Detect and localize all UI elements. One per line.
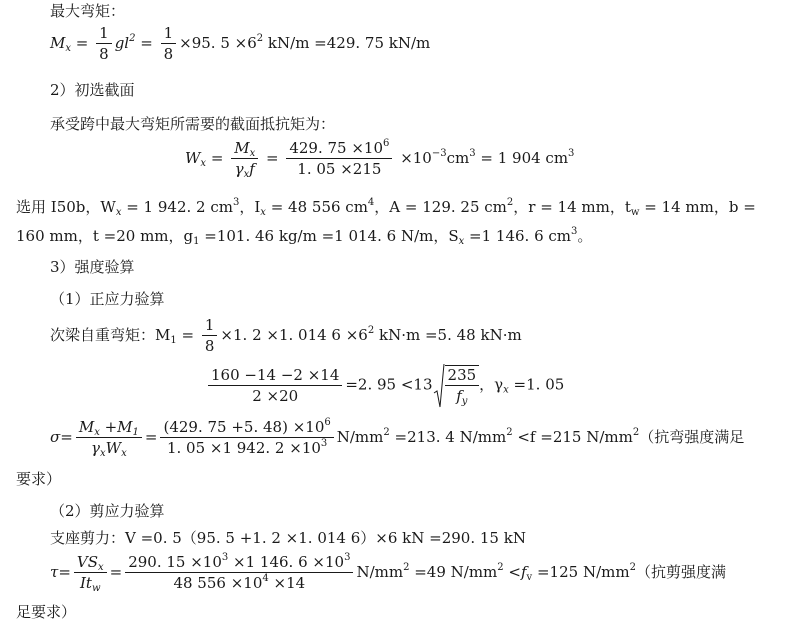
fraction-shear-values: $\frac{290. 15 \times 10^3 \times 1 146. 6 \times 10^3}{48 556 \times 10^4 \times 14}$ [125,553,353,593]
heading-section-selection: 2）初选截面 [50,81,135,99]
equals: = [75,34,89,52]
formula-width-thickness: $\frac{160 -14 -2 \times 14}{2 \times 20}$ =2. 95 <13 $\frac{235}{f_y}$ ，$\gamma_x =1$. 05 [205,365,564,406]
heading-normal-stress: （1）正应力验算 [50,290,165,308]
heading-strength-check: 3）强度验算 [50,258,135,276]
text-selected-section: 选用 I50b，$W_x = 1$ 942. 2 $cm^3$，$I_x = 48$ 556 $cm^4$，A = 129. 25 $cm^2$，r = 14 mm，$t_w = 14$ mm，b = [16,197,756,218]
formula-normal-stress: σ= $\frac{M_x +M_1}{\gamma_xW_x}$ = $\frac{(429. 75 +5. 48) \times 10^6}{1. 05 \times 1 942. 2 \times 10^3}$ $N/mm^2 =213$. 4 $N/mm^2 <f =215$ $N/mm^2$（抗弯强度满足 [50,417,745,459]
fraction-modulus-values: $\frac{429. 75 \times 10^6}{1. 05 \times 215}$ [286,139,392,179]
formula-self-weight-moment: 次梁自重弯矩：$M_1$ = $\frac{1}{8}$ ×1. 2 ×1. 014 $6 \times 6^2$ kN·m =5. 48 kN·m [50,316,522,355]
formula-section-modulus [185,139,574,179]
equals: = [140,34,153,52]
unit-conversion: $\times 10^{-3}cm^3$ [400,148,476,167]
symbol-gl: $gl^2$ [114,33,136,52]
heading-shear-stress: （2）剪应力验算 [50,502,165,520]
formula-support-shear: 支座剪力：V =0. 5（95. 5 +1. 2 ×1. 014 6）×6 kN =290. 15 kN [50,529,526,547]
equals: = [210,149,224,167]
text-requirement-met-2: 足要求） [16,603,77,621]
fraction-one-eighth: $\frac{1}{8}$ [161,24,177,64]
formula-max-moment [50,24,430,64]
fraction-stress-values: $\frac{(429. 75 +5. 48) \times 10^6}{1. 05 \times 1 942. 2 \times 10^3}$ [160,418,333,458]
equals: = [265,149,279,167]
modulus-result: = 1 904 $cm^3$ [480,148,575,167]
fraction-moment-over-wx: $\frac{M_x +M_1}{\gamma_xW_x}$ [76,418,142,458]
formula-shear-stress: τ= $\frac{VS_x}{It_w}$ = $\frac{290. 15 \times 10^3 \times 1 146. 6 \times 10^3}{48 556 \times 10^4 \times 14}$ $N/mm^2 =49$ $N/mm^2 <f_v =125$ $N/mm^2$（抗剪强度满 [50,552,726,594]
symbol-mx: $M_x$ [50,34,71,54]
text-requirement-met: 要求） [16,470,62,488]
fraction-one-eighth: $\frac{1}{8}$ [96,24,112,64]
fraction-one-eighth: $\frac{1}{8}$ [202,316,218,356]
fraction-flange-ratio: $\frac{160 -14 -2 \times 14}{2 \times 20}$ [208,366,342,406]
sqrt-235-fy: $\frac{235}{f_y}$ [433,365,480,406]
symbol-wx: $W_x$ [185,149,207,169]
fraction-mx-over-gamma-f: $\frac{M_x}{\gamma_xf}$ [231,139,258,179]
moment-value: ×95. $5 \times 6^2$ kN/m =429. 75 kN/m [179,33,431,52]
text-section-properties: 160 mm，t =20 mm，$g_1 =101$. 46 kg/m =1 014. 6 N/m，$S_x =1$ 146. 6 $cm^3$。 [16,226,593,247]
text-required-modulus: 承受跨中最大弯矩所需要的截面抵抗矩为： [50,115,336,133]
heading-max-moment: 最大弯矩： [50,2,126,20]
fraction-vs-over-it: $\frac{VS_x}{It_w}$ [74,553,107,593]
